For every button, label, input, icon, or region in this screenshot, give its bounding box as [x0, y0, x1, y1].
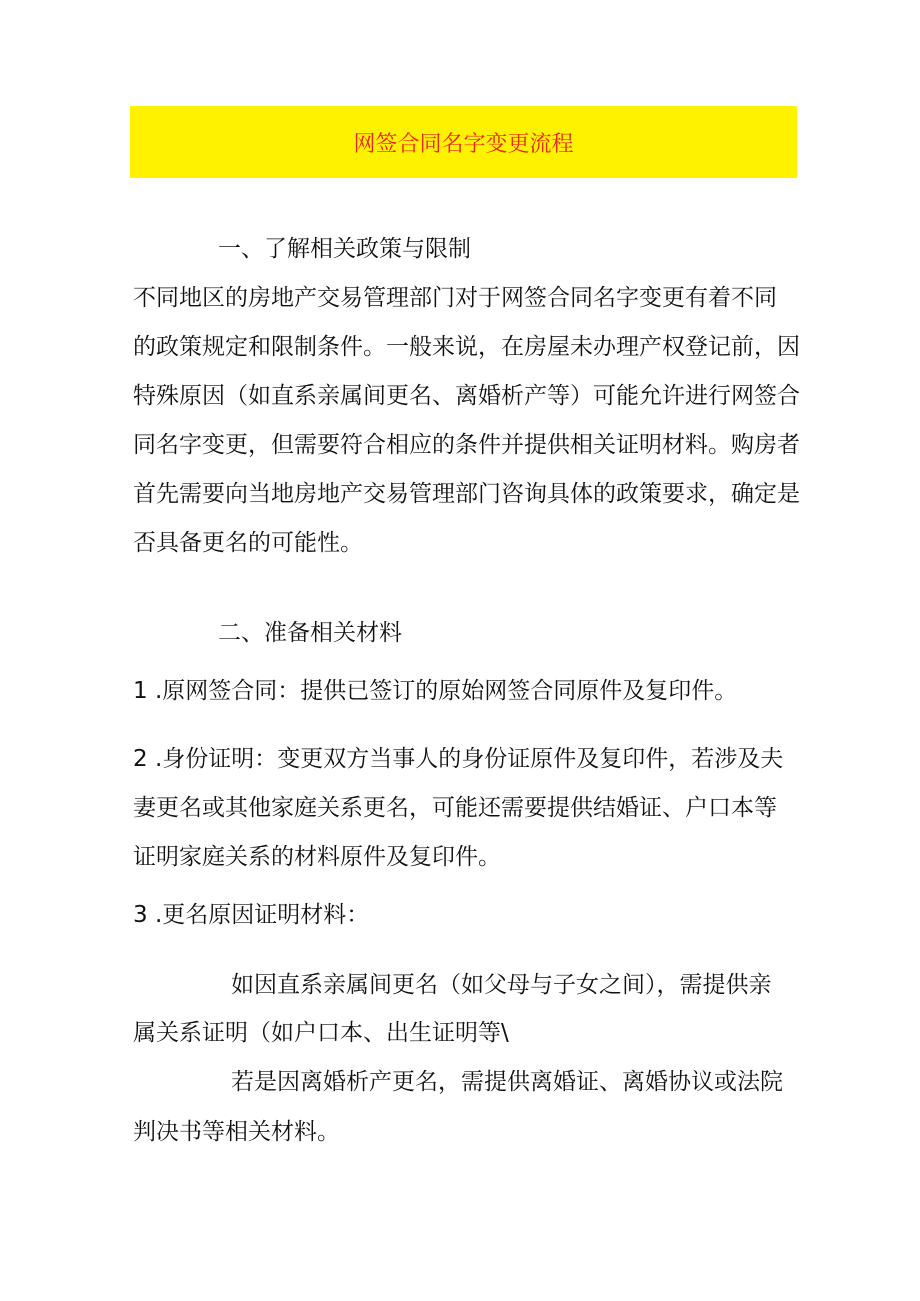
material-item-1: 1 .原网签合同：提供已签订的原始网签合同原件及复印件。 — [133, 678, 738, 704]
section1-line: 同名字变更，但需要符合相应的条件并提供相关证明材料。购房者 — [133, 432, 800, 458]
section1-line: 否具备更名的可能性。 — [133, 530, 363, 556]
section2-heading: 二、准备相关材料 — [218, 620, 402, 646]
material-item-2-line: 2 .身份证明：变更双方当事人的身份证原件及复印件，若涉及夫 — [133, 746, 784, 772]
material-item-2-line: 证明家庭关系的材料原件及复印件。 — [133, 844, 501, 870]
section1-line: 首先需要向当地房地产交易管理部门咨询具体的政策要求，确定是 — [133, 481, 800, 507]
section1-line: 不同地区的房地产交易管理部门对于网签合同名字变更有着不同 — [133, 285, 777, 311]
reason-proof-divorce-line: 判决书等相关材料。 — [133, 1119, 340, 1145]
document-title: 网签合同名字变更流程 — [353, 131, 574, 157]
material-item-2-line: 妻更名或其他家庭关系更名，可能还需要提供结婚证、户口本等 — [133, 795, 777, 821]
section1-heading: 一、了解相关政策与限制 — [218, 236, 471, 262]
title-banner — [130, 106, 797, 178]
reason-proof-kinship-line: 如因直系亲属间更名（如父母与子女之间），需提供亲 — [231, 972, 772, 998]
section1-line: 特殊原因（如直系亲属间更名、离婚析产等）可能允许进行网签合 — [133, 383, 800, 409]
reason-proof-kinship-line: 属关系证明（如户口本、出生证明等\ — [133, 1020, 509, 1046]
section1-line: 的政策规定和限制条件。一般来说，在房屋未办理产权登记前，因 — [133, 334, 800, 360]
reason-proof-divorce-line: 若是因离婚析产更名，需提供离婚证、离婚协议或法院 — [231, 1069, 783, 1095]
material-item-3: 3 .更名原因证明材料： — [133, 902, 370, 928]
